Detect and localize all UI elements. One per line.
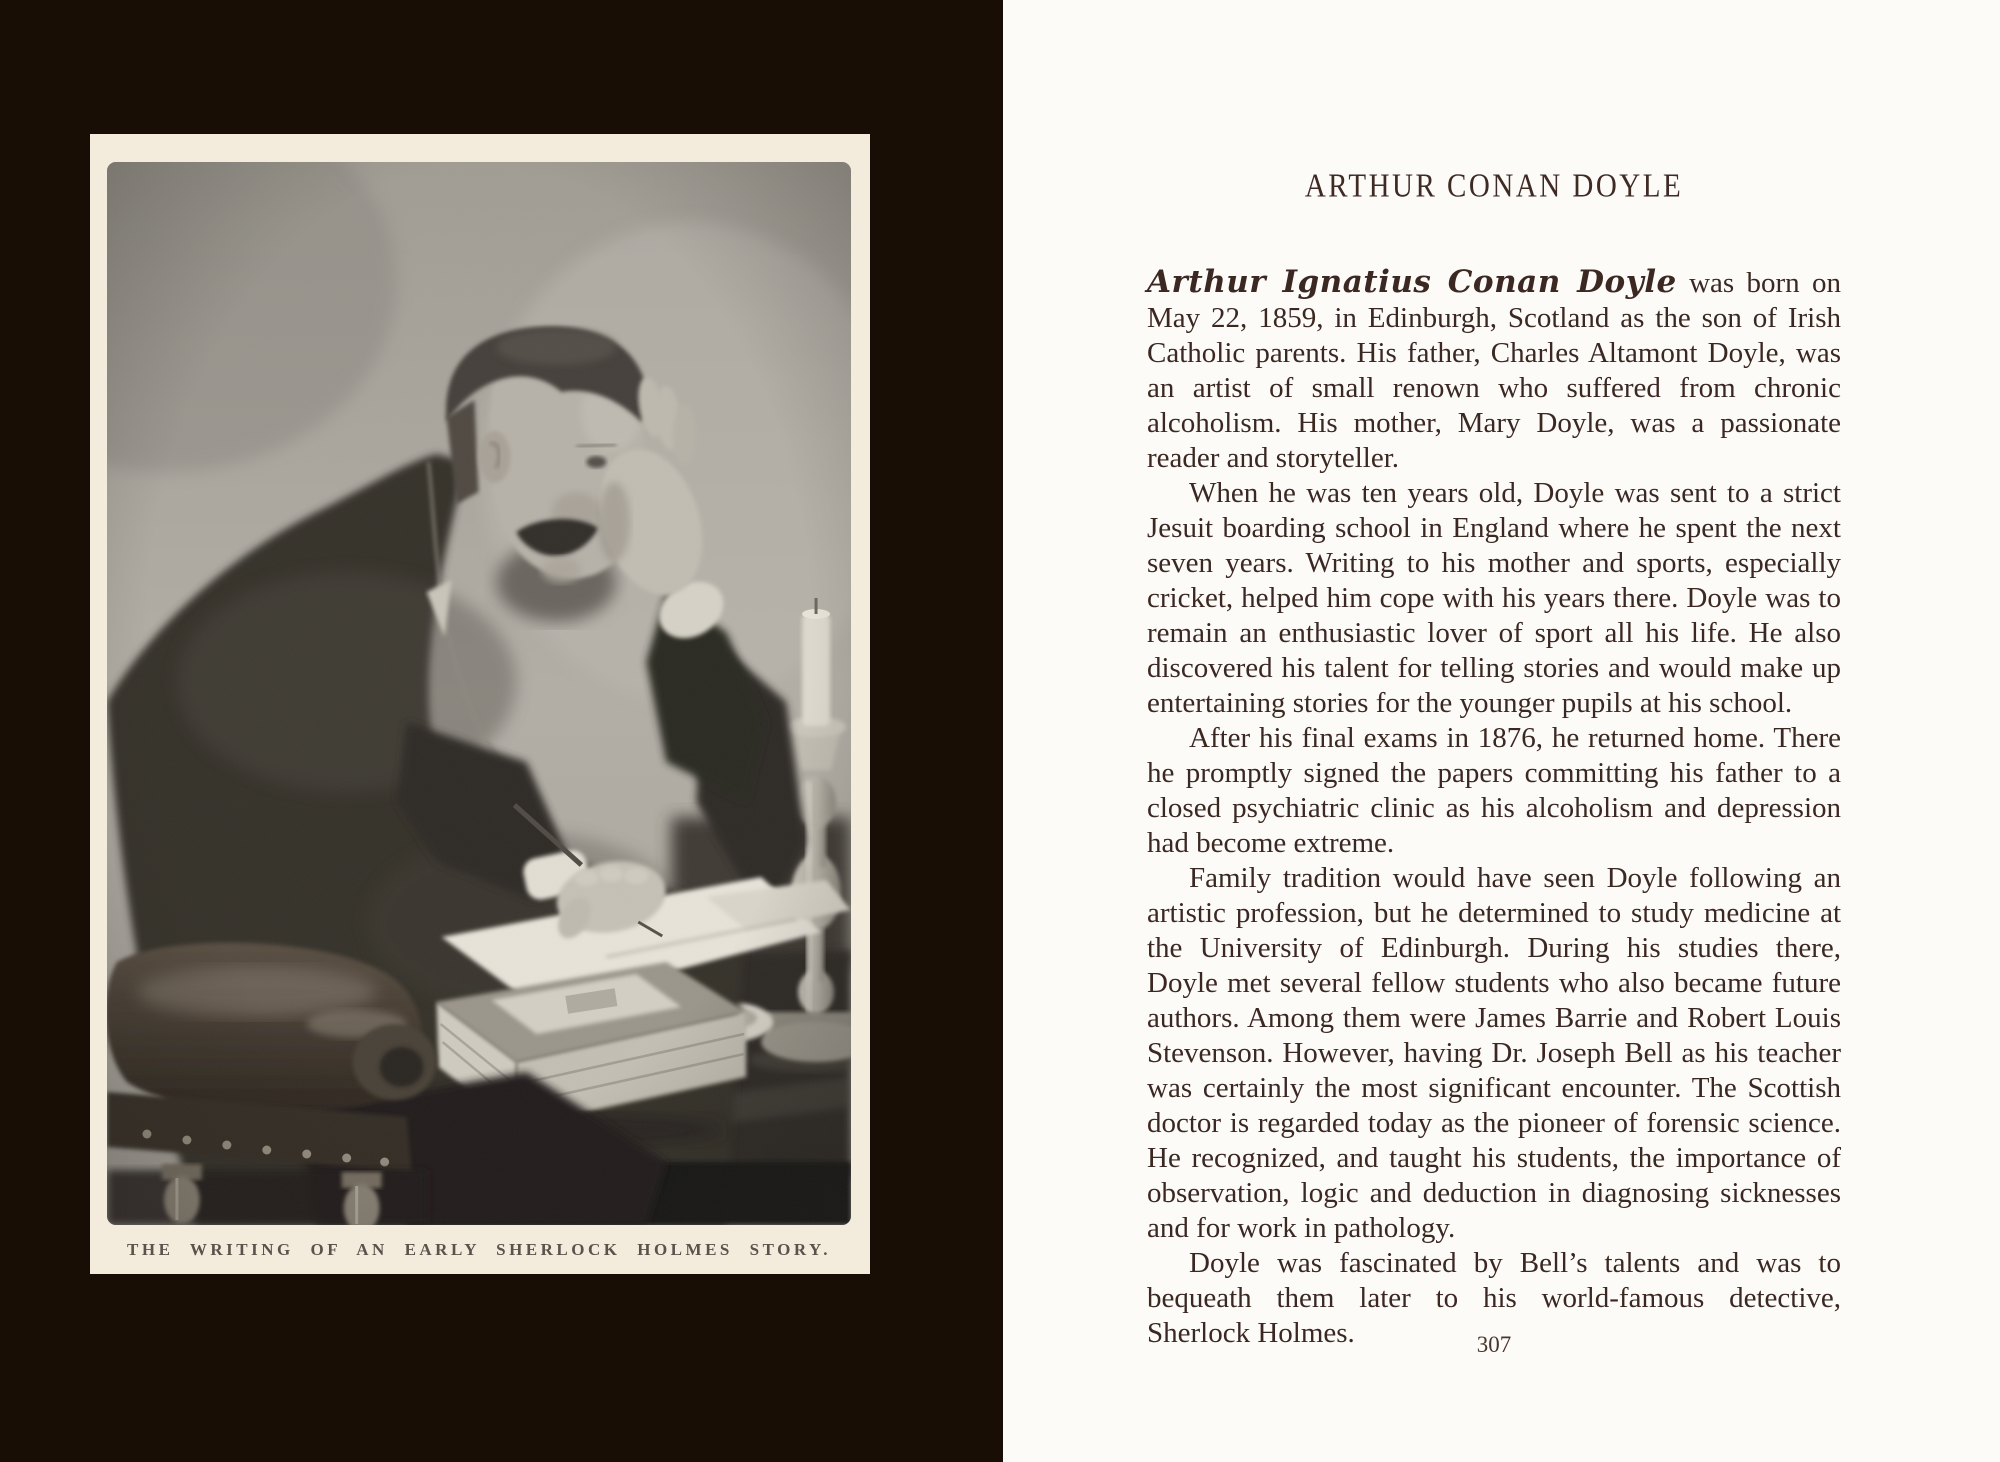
paragraph-text: was born on May 22, 1859, in Edinburgh, Scotland as the son of Irish Catholic parents. His father, Charles Altamont Doyle, was an artist of small renown who suffered from chronic alcoholism. His mother, Mary Doyle, was a passionate reader and storyteller. <box>1147 267 1841 474</box>
photo-caption: THE WRITING OF AN EARLY SHERLOCK HOLMES STORY. <box>127 1239 831 1259</box>
body-text <box>1147 265 1841 1351</box>
lead-name: Arthur Ignatius Conan Doyle <box>1147 264 1677 300</box>
paragraph <box>1147 265 1841 476</box>
paragraph: After his final exams in 1876, he returned home. There he promptly signed the papers committing his father to a closed psychiatric clinic as his alcoholism and depression had become extreme. <box>1147 722 1841 859</box>
doyle-portrait-photo <box>107 162 851 1225</box>
page-title: ARTHUR CONAN DOYLE <box>1304 167 1684 205</box>
right-page <box>1003 0 2000 1462</box>
paragraph: When he was ten years old, Doyle was sent to a strict Jesuit boarding school in England where he spent the next seven years. Writing to his mother and sports, especially cricket, helped him cope with his years there. Doyle was to remain an enthusiastic lover of sport all his life. He also discovered his talent for telling stories and would make up entertaining stories for the younger pupils at his school. <box>1147 477 1841 719</box>
photo-plate <box>90 134 870 1274</box>
paragraph: Family tradition would have seen Doyle following an artistic profession, but he determined to study medicine at the University of Edinburgh. During his studies there, Doyle met several fellow students who also became future authors. Among them were James Barrie and Robert Louis Stevenson. However, having Dr. Joseph Bell as his teacher was certainly the most significant encounter. The Scottish doctor is regarded today as the pioneer of forensic science. He recognized, and taught his students, the importance of observation, logic and deduction in diagnosing sicknesses and for work in pathology. <box>1147 862 1841 1244</box>
doyle-photo-illustration <box>107 162 851 1225</box>
text-column <box>1147 0 1841 1351</box>
page-number: 307 <box>1476 1332 1512 1357</box>
paragraph: Doyle was fascinated by Bell’s talents and was to bequeath them later to his world-famous detective, Sherlock Holmes. <box>1147 1247 1841 1349</box>
